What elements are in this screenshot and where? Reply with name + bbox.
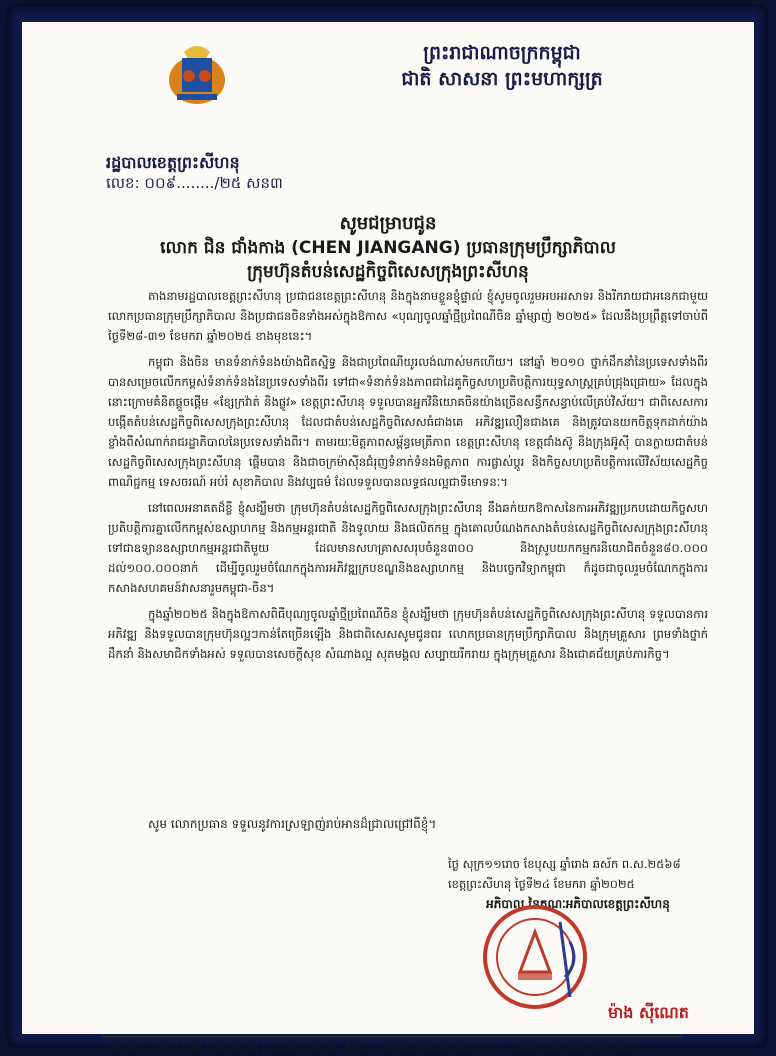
paragraph: ក្នុងឆ្នាំ២០២៥ និងក្នុងឱកាសពិធីបុណ្យចូលឆ្នាំថ្មីប្រពៃណីចិន ខ្ញុំសង្ឃឹមថា ក្រុមហ៊ុនតំបន់សេដ្ឋកិច្ចពិសេសក្រុងព្រះសីហនុ ទទួលបានការអភិវឌ្ឍ និងទទួលបានក្រុមហ៊ុនល្អៗកាន់តែច្រើនឡើង និងជាពិសេសសូមជូនពរ លោកប្រធានក្រុមប្រឹក្សាភិបាល និងក្រុមគ្រួសារ ព្រមទាំងថ្នាក់ដឹកនាំ និងសមាជិកទាំងអស់ ទទួលបានសេចក្តីសុខ សំណាងល្អ សុភមង្គល សប្បាយរីករាយ ក្នុងក្រុមគ្រួសារ និងជោគជ័យគ្រប់ភារកិច្ច។ xyxy=(108,607,708,661)
paragraph: កម្ពុជា និងចិន មានទំនាក់ទំនងយ៉ាងជិតស្និទ្ធ និងជាប្រពៃណីយូរលង់ណាស់មកហើយ។ នៅឆ្នាំ ២០១០ ថ្នាក់ដឹកនាំនៃប្រទេសទាំងពីរ បានសម្រេចលើកកម្ពស់ទំនាក់ទំនងនៃប្រទេសទាំងពីរ ទៅជា«ទំនាក់ទំនងភាពជាដៃគូកិច្ចសហប្រតិបត្តិការយុទ្ធសាស្ត្រគ្រប់ជ្រុងជ្រោយ» ដែលក្នុងនោះក្រោមគំនិតផ្តួចផ្តើម «ខ្សែក្រវ៉ាត់ និងផ្លូវ» ខេត្តព្រះសីហនុ ទទួលបានអ្នកវិនិយោគចិនយ៉ាងច្រើនសន្ធឹកសន្ធាប់លើគ្រប់វិស័យ។ ជាពិសេសការបង្កើតតំបន់សេដ្ឋកិច្ចពិសេសក្រុងព្រះសីហនុ ដែលជាតំបន់សេដ្ឋកិច្ចពិសេសធំជាងគេ អភិវឌ្ឍលឿនជាងគេ និងត្រូវបានយកចិត្តទុកដាក់យ៉ាងខ្លាំងពីសំណាក់រាជរដ្ឋាភិបាលនៃប្រទេសទាំងពីរ។ តាមរយៈមិត្តភាពសម្ព័ន្ធមេត្រីភាព ខេត្តព្រះសីហនុ ខេត្តជាំងស៊ូ និងក្រុងអ៊ូស៊ី បានក្លាយជាតំបន់សេដ្ឋកិច្ចពិសេសក្រុងព្រះសីហនុ ផ្តើមបាន និងជាចក្រម៉ាស៊ីនជំរុញទំនាក់ទំនងមិត្តភាព ការផ្លាស់ប្តូរ និងកិច្ចសហប្រតិបត្តិការលើវិស័យសេដ្ឋកិច្ច ពាណិជ្ជកម្ម ទេសចរណ៍ អប់រំ សុខាភិបាល និងវប្បធម៌ ដែលទទួលបានលទ្ធផលល្អជាទីមោទនៈ។ xyxy=(108,355,708,489)
royal-emblem-icon xyxy=(162,40,232,110)
footer-address: អាសយដ្ឋាន: វិថីក្រុង ភូមិ៣ សង្កាត់លេខ៣ ក្រុង-ខេត្តព្រះសីហនុ xyxy=(102,1043,337,1054)
reference-number: លេខ: ០០៩......../២៥ សន៣ xyxy=(106,174,283,192)
civil-date: ខេត្តព្រះសីហនុ ថ្ងៃទី២៤ ខែមករា ឆ្នាំ២០២៥ xyxy=(448,877,635,891)
salutation: សូមជម្រាបជូន xyxy=(339,213,437,234)
paragraph: តាងនាមរដ្ឋបាលខេត្តព្រះសីហនុ ប្រជាជនខេត្តព្រះសីហនុ និងក្នុងនាមខ្លួនខ្ញុំផ្ទាល់ ខ្ញុំសូមចូលរួមអបអរសាទរ និងរីករាយជាអនេកជាមួយ លោកប្រធានក្រុមប្រឹក្សាភិបាល និងប្រជាជនចិនទាំងអស់ក្នុងឱកាស «បុណ្យចូលឆ្នាំថ្មីប្រពៃណីចិន ឆ្នាំម្សាញ់ ២០២៥» ដែលនឹងប្រព្រឹត្តទៅចាប់ពីថ្ងៃទី២៨-៣១ ខែមករា ឆ្នាំ២០២៥ ខាងមុខនេះ។ xyxy=(108,289,708,343)
paragraph: នៅពេលអនាគតដ៏ខ្លី ខ្ញុំសង្ឃឹមថា ក្រុមហ៊ុនតំបន់សេដ្ឋកិច្ចពិសេសក្រុងព្រះសីហនុ នឹងឆក់យកឱកាសនៃការអភិវឌ្ឍប្រកបដោយកិច្ចសហប្រតិបត្តិការគ្នាលើកកម្ពស់ឧស្សាហកម្ម និងកម្មអន្តរជាតិ និងទូលាយ និងផលិតកម្ម ក្នុងគោលបំណងកសាងតំបន់សេដ្ឋកិច្ចពិសេសក្រុងព្រះសីហនុ ទៅជាឧទ្យានឧស្សាហកម្មអន្តរជាតិមួយ ដែលមានសហគ្រាសសរុបចំនួន៣០០ និងស្រូបយកកម្មករនិយោជិតចំនួន៨០.០០០ ដល់១០០.០០០នាក់ ដើម្បីចូលរួមចំណែកក្នុងការអភិវឌ្ឍក្របខណ្ឌនិងឧស្សាហកម្ម និងបច្ចេកវិទ្យាកម្ពុជា ក៏ដូចជាចូលរួមចំណែកក្នុងការកសាងសហគមន៍វាសនារួមកម្ពុជា-ចិន។ xyxy=(108,501,708,595)
signer-name: ម៉ាង ស៊ីណេត xyxy=(608,1003,689,1022)
office-name: រដ្ឋបាលខេត្តព្រះសីហនុ xyxy=(106,153,240,172)
letterhead xyxy=(292,40,712,92)
recipient-name: លោក ជិន ជាំងកាង (CHEN JIANGANG) ប្រធានក្រុមប្រឹក្សាភិបាល xyxy=(160,238,616,258)
footer-email[interactable]: Email: adminshpro@gmail.com, xyxy=(345,1043,505,1054)
kingdom-name: ព្រះរាជាណាចក្រកម្ពុជា xyxy=(423,42,581,64)
official-seal-icon xyxy=(480,902,590,1012)
letter-footer xyxy=(102,1036,682,1056)
governor-title: អភិបាល នៃគណៈអភិបាលខេត្តព្រះសីហនុ xyxy=(486,897,670,911)
national-motto: ជាតិ សាសនា ព្រះមហាក្សត្រ xyxy=(401,68,603,90)
footer-website[interactable]: www.sihanoukville.gov.kh xyxy=(513,1043,642,1054)
letter-body xyxy=(108,286,708,670)
lunar-date: ថ្ងៃ សុក្រ១១រោច ខែបុស្ស ឆ្នាំរោង ឆស័ក ព.ស.២៥៦៨ xyxy=(448,857,681,871)
closing-line: សូម លោកប្រធាន ទទួលនូវការស្រឡាញ់រាប់អានដ៏ជ្រាលជ្រៅពីខ្ញុំ។ xyxy=(148,817,437,831)
recipient-company: ក្រុមហ៊ុនតំបន់សេដ្ឋកិច្ចពិសេសក្រុងព្រះសីហនុ xyxy=(247,262,529,282)
letter-page xyxy=(22,22,754,1054)
letter-title xyxy=(22,212,754,284)
date-block xyxy=(448,854,718,894)
